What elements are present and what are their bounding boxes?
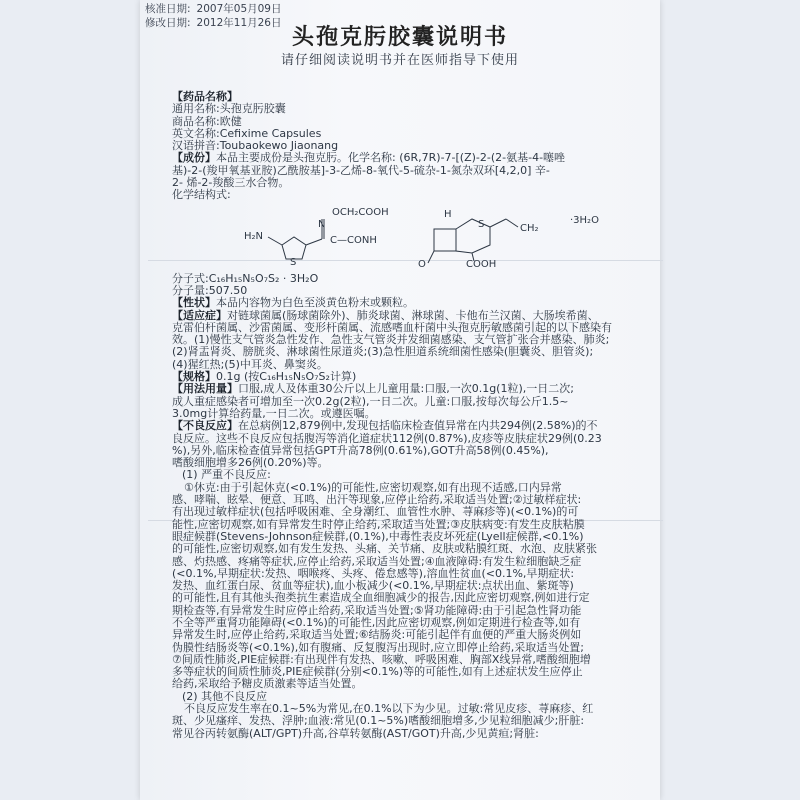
composition-heading: 【成份】 (172, 151, 216, 165)
dosage-line-3: 3.0mg计算给药量,一日二次。或遵医嘱。 (172, 406, 376, 420)
adverse-line-2: 良反应。这些不良反应包括腹泻等消化道症状112例(0.87%),皮疹等皮肤症状29例(0.23 (172, 431, 602, 445)
dihydrothiazine-ring (456, 219, 490, 253)
serious-line: 眼症候群(Stevens-Johnson症候群,(0.1%),中毒性表皮坏死症(Lyell症候群,<0.1%) (172, 529, 584, 543)
weight-label: 分子量: (172, 283, 209, 297)
generic-name: 头孢克肟胶囊 (219, 102, 286, 116)
composition-line-3: 2- 烯-2-羧酸三水合物。 (172, 176, 290, 190)
trade-name-label: 商品名称: (172, 114, 220, 128)
serious-line: 发热、血红蛋白尿、贫血等症状),血小板减少(<0.1%,早期症状:点状出血、紫斑等) (172, 579, 574, 593)
leaflet-content (172, 91, 637, 740)
chemical-structure (172, 205, 637, 267)
indications-line-2: 克雷伯杆菌属、沙雷菌属、变形杆菌属、流感嗜血杆菌中头孢克肟敏感菌引起的以下感染有 (172, 320, 612, 334)
formula-label: 分子式: (172, 271, 209, 285)
generic-name-row (172, 103, 637, 115)
specification-text: 0.1g (按C₁₆H₁₅N₅O₇S₂计算) (216, 370, 357, 384)
carbonyl-bond (428, 251, 434, 263)
serious-heading: (1) 严重不良反应: (182, 468, 271, 482)
composition-line-2: 基)-2-(羧甲氧基亚胺)乙酰胺基]-3-乙烯-8-氧代-5-硫杂-1-氮杂双环[4,2,0] 辛- (172, 163, 550, 177)
och2cooh-label: OCH₂COOH (332, 206, 389, 218)
indications-line-5: (4)猩红热;(5)中耳炎、鼻窦炎。 (172, 357, 328, 371)
specification-heading: 【规格】 (172, 370, 216, 384)
n-label: N (318, 218, 326, 230)
h2n-label: H₂N (244, 230, 264, 242)
serious-line: 能性,应密切观察,如有异常发生时停止给药,采取适当处置;③皮肤病变:有发生皮肤粘膜 (172, 517, 585, 531)
thiazole-s-label: S (290, 256, 297, 267)
vinyl-double-bond (506, 219, 518, 227)
dosage-heading: 【用法用量】 (172, 382, 238, 396)
approval-date: 2007年05月09日 (196, 3, 282, 15)
water-label: ·3H₂O (570, 214, 599, 226)
drug-name-heading: 【药品名称】 (172, 90, 238, 103)
english-name-label: 英文名称: (172, 126, 220, 140)
chemical-structure-drawing (172, 205, 637, 267)
serious-reactions (172, 482, 637, 691)
serious-line: 有出现过敏样症状(包括呼吸困难、全身潮红、血管性水肿、荨麻疹等)(<0.1%)的可 (172, 505, 579, 519)
other-reactions (172, 703, 637, 740)
revision-date: 2012年11月26日 (196, 17, 282, 29)
serious-line: 给药,采取给予糖皮质激素等适当处置。 (172, 677, 363, 691)
serious-line: 不全等严重肾功能障碍(<0.1%)的可能性,因此应密切观察,例如定期进行检查等,如有 (172, 615, 581, 629)
serious-line: 伪膜性结肠炎等(<0.1%),如有腹痛、反复腹泻出现时,应立即停止给药,采取适当处置; (172, 640, 584, 654)
serious-line: 的可能性,且有其他头孢类抗生素造成全血细胞减少的报告,因此应密切观察,例如进行定 (172, 591, 590, 605)
serious-line: 感、哮喘、眩晕、便意、耳鸣、出汗等现象,应停止给药,采取适当处置;②过敏样症状: (172, 493, 582, 507)
amino-bond (268, 237, 282, 245)
serious-line: ⑦间质性肺炎,PIE症候群:有出现伴有发热、咳嗽、呼吸困难、胸部X线异常,嗜酸细胞增 (172, 652, 591, 666)
conh-label: C—CONH (330, 234, 377, 246)
dosage-line-2: 成人重症感染者可增加至一次0.2g(2粒),一日二次。儿童:口服,按每次每公斤1.5~ (172, 394, 569, 408)
other-line: 不良反应发生率在0.1~5%为常见,在0.1%以下为少见。过敏:常见皮疹、荨麻疹、红 (184, 702, 594, 716)
properties-text: 本品内容物为白色至淡黄色粉末或颗粒。 (216, 296, 414, 310)
english-name: Cefixime Capsules (219, 126, 322, 140)
adverse-line-1: 【不良反应】在总病例12,879例中,发现包括临床检查值异常在内共294例(2.58%)的不 (172, 419, 598, 433)
trade-name: 欧健 (219, 114, 242, 128)
serious-line: 异常发生时,应停止给药,采取适当处置;⑥结肠炎:可能引起伴有血便的严重大肠炎例如 (172, 628, 582, 642)
ch2-label: CH₂ (520, 222, 539, 234)
structure-label: 化学结构式: (172, 188, 231, 202)
adverse-line-4: 嗜酸细胞增多26例(0.20%)等。 (172, 456, 329, 470)
other-heading: (2) 其他不良反应 (182, 689, 268, 703)
ring-to-carbon-bond (306, 239, 322, 245)
pinyin: Toubaokewo Jiaonang (219, 139, 339, 153)
indications-line-4: (2)肾盂肾炎、膀胱炎、淋球菌性尿道炎;(3)急性胆道系统细菌性感染(胆囊炎、胆管炎); (172, 345, 594, 359)
serious-line: 感、灼热感、疼痛等症状,应停止给药,采取适当处置;④血液障碍:有发生粒细胞缺乏症 (172, 554, 582, 568)
composition-line-1: 【成份】本品主要成份是头孢克肟。化学名称: (6R,7R)-7-[(Z)-2-(2-氨基-4-噻唑 (172, 151, 566, 165)
molecular-weight: 507.50 (208, 283, 248, 297)
other-line: 斑、少见瘙痒、发热、浮肿;血液:常见(0.1~5%)嗜酸细胞增多,少见粒细胞减少;肝脏: (172, 714, 585, 728)
indications-line-3: 效。(1)慢性支气管炎急性发作、急性支气管炎并发细菌感染、支气管扩张合并感染、肺炎; (172, 333, 610, 347)
h-label: H (444, 208, 452, 220)
serious-line: 的可能性,应密切观察,如有发生发热、头痛、关节痛、皮肤或粘膜红斑、水泡、皮肤紧张 (172, 542, 597, 556)
other-line: 常见谷丙转氨酶(ALT/GPT)升高,谷草转氨酶(AST/GOT)升高,少见黄疸;肾脏: (172, 726, 539, 740)
serious-line: 多等症状的间质性肺炎,PIE症候群(分别<0.1%)等的可能性,如有上述症状发生应停止 (172, 665, 583, 679)
serious-line: 期检查等,有异常发生时应停止给药,采取适当处置;⑤肾功能障碍:由于引起急性肾功能 (172, 603, 582, 617)
document-subtitle: 请仔细阅读说明书并在医师指导下使用 (280, 53, 519, 68)
document-title: 头孢克肟胶囊说明书 (291, 25, 508, 50)
approval-label: 核准日期: (145, 3, 191, 15)
adverse-heading: 【不良反应】 (172, 419, 238, 433)
dosage-line-1: 【用法用量】口服,成人及体重30公斤以上儿童用量:口服,一次0.1g(1粒),一日二次; (172, 382, 574, 396)
properties-heading: 【性状】 (172, 296, 216, 310)
beta-lactam-ring (434, 229, 456, 251)
vinyl-bond (490, 219, 506, 227)
thiazole-ring (282, 237, 306, 259)
cooh-label: COOH (466, 258, 497, 267)
serious-line: ①休克:由于引起休克(<0.1%)的可能性,应密切观察,如有出现不适感,口内异常 (184, 480, 562, 494)
generic-name-label: 通用名称: (172, 102, 220, 116)
serious-line: (<0.1%,早期症状:发热、咽喉疼、头疼、倦怠感等),溶血性贫血(<0.1%,早期症状: (172, 566, 575, 580)
o-label: O (418, 258, 426, 267)
ring-s-label: S (478, 218, 485, 230)
revision-label: 修改日期: (145, 17, 191, 29)
molecular-formula: C₁₆H₁₅N₅O₇S₂ · 3H₂O (208, 271, 319, 285)
indications-heading: 【适应症】 (172, 308, 227, 322)
pinyin-label: 汉语拼音: (172, 139, 220, 153)
adverse-line-3: %),另外,临床检查值异常包括GPT升高78例(0.61%),GOT升高58例(0.45%), (172, 443, 549, 457)
indications-line-1: 【适应症】对链球菌属(肠球菌除外)、肺炎球菌、淋球菌、卡他布兰汉菌、大肠埃希菌、 (172, 308, 599, 322)
